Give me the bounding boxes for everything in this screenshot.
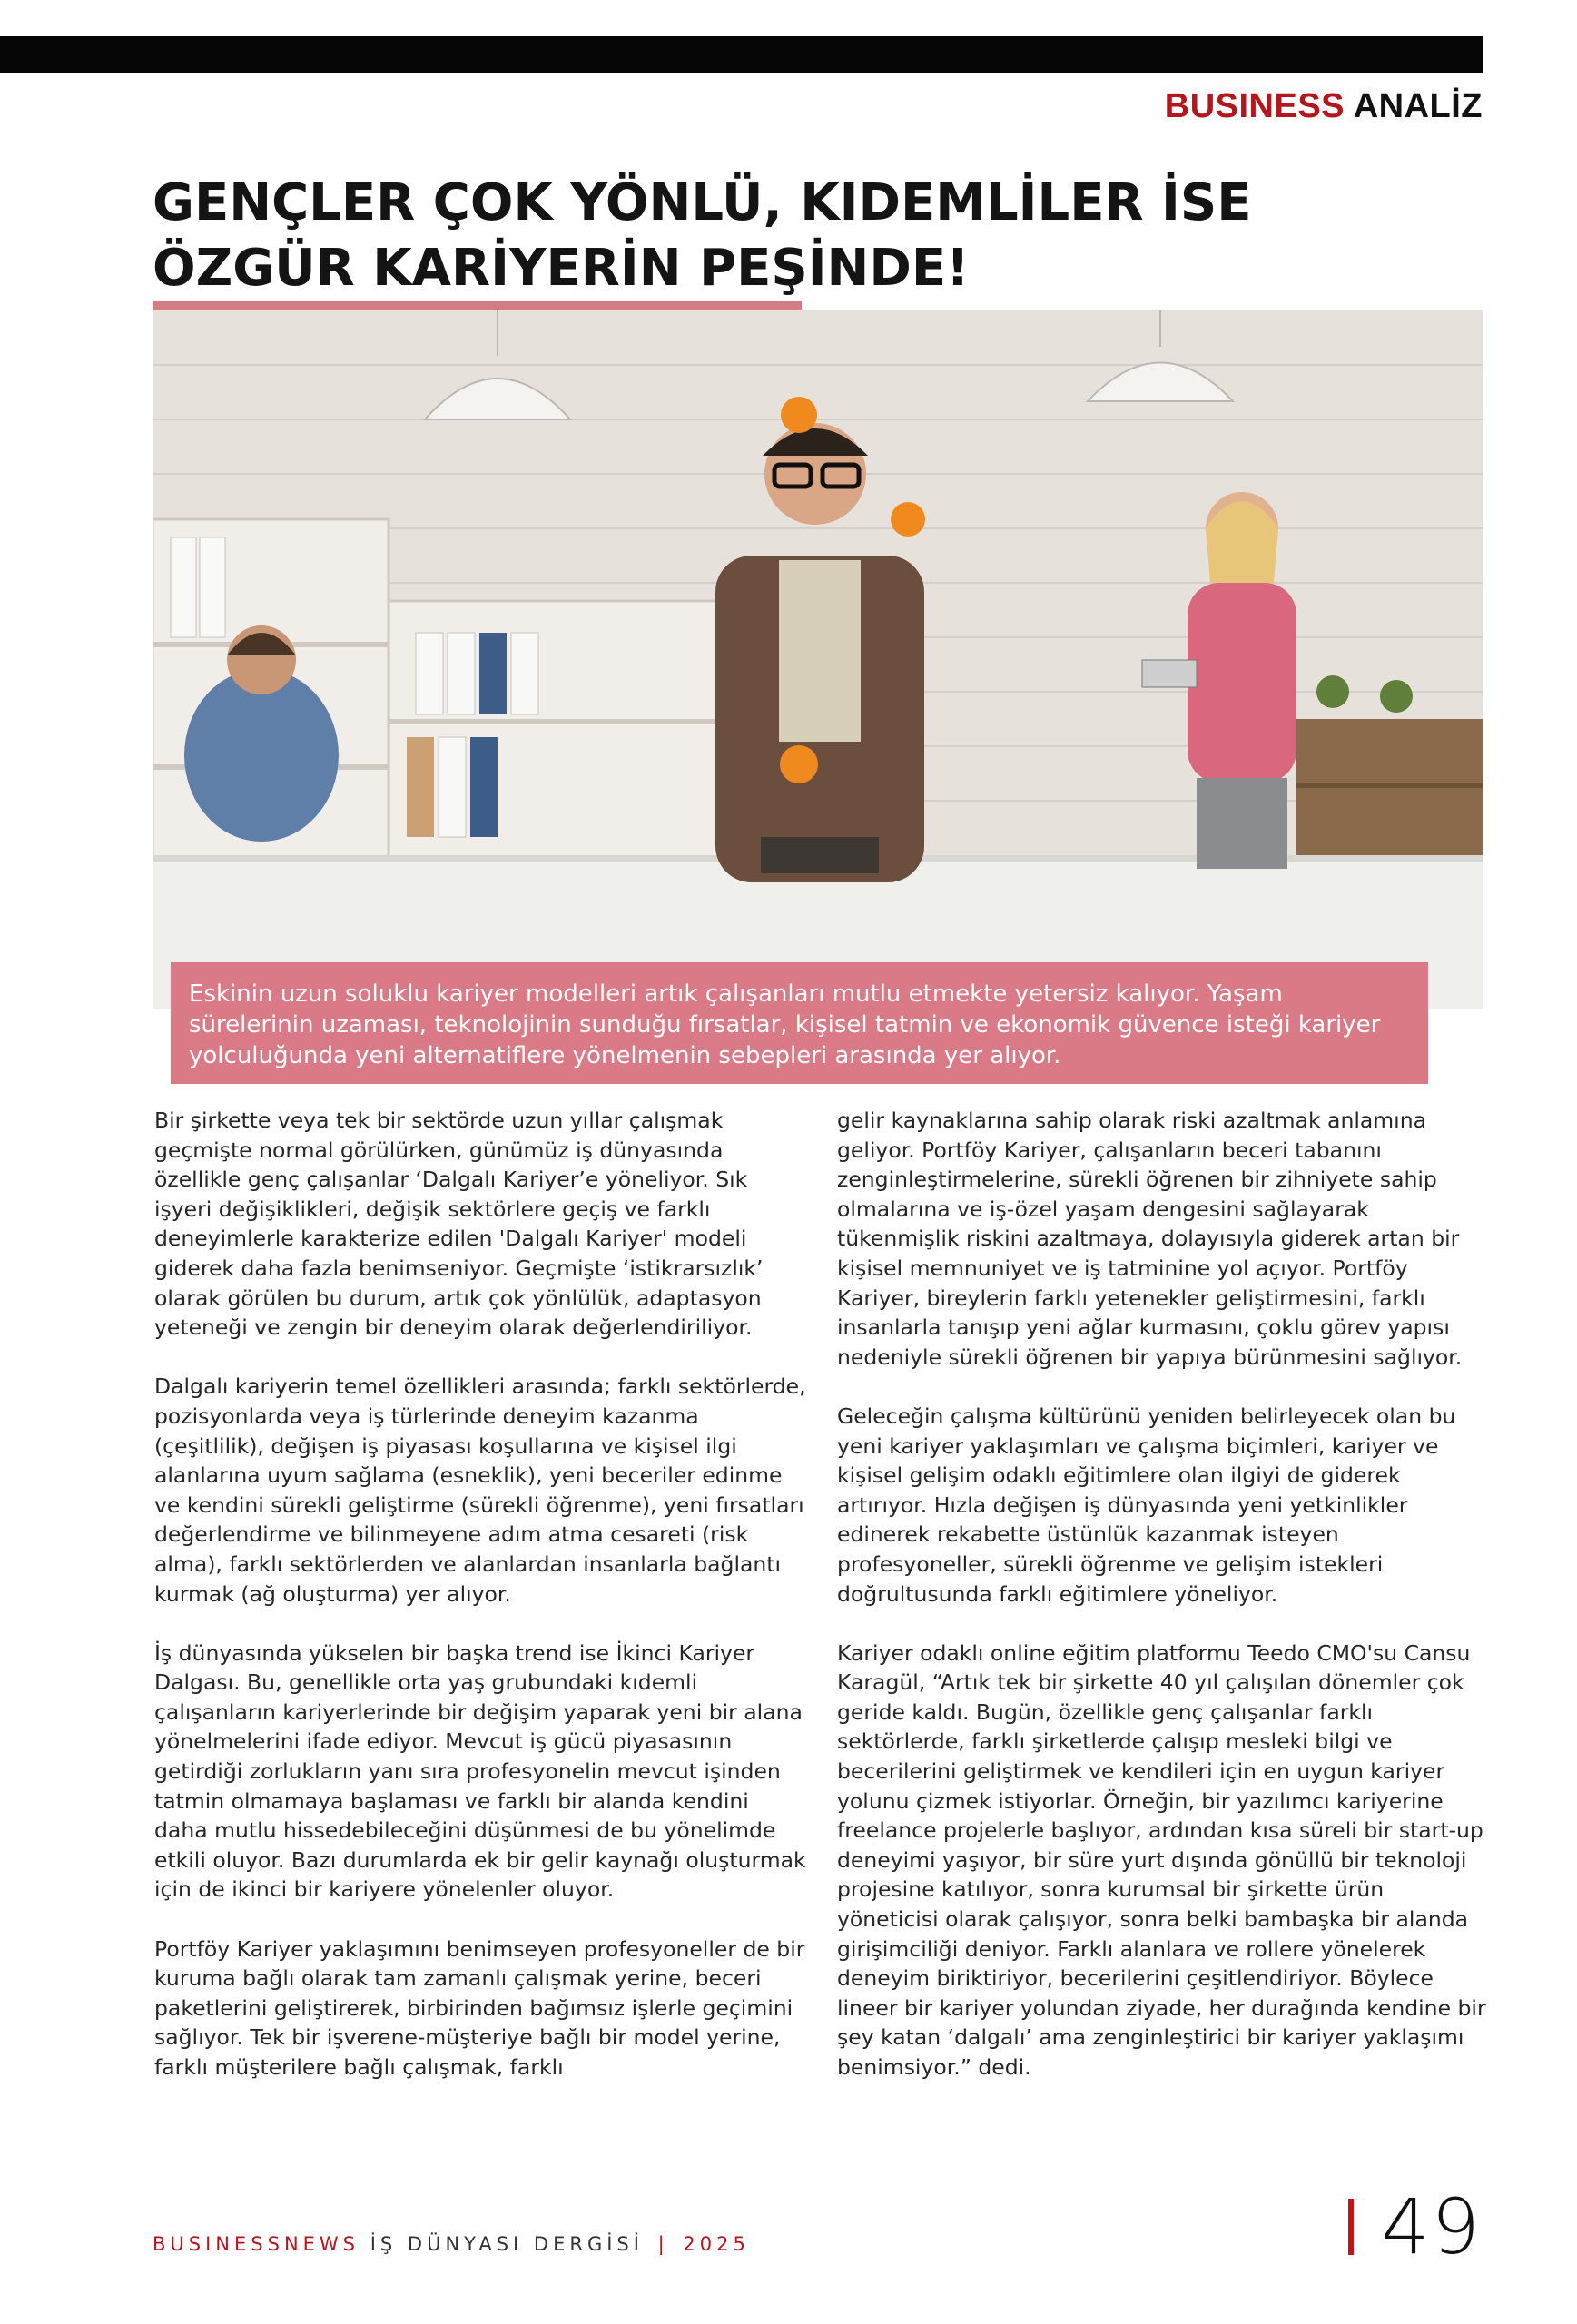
section-label-business: BUSINESS — [1164, 87, 1345, 125]
section-label-analiz: ANALİZ — [1353, 87, 1483, 125]
footer-separator: | — [657, 2233, 669, 2255]
page-number — [1348, 2182, 1482, 2271]
footer-year: 2025 — [683, 2233, 750, 2255]
paragraph: Bir şirkette veya tek bir sektörde uzun yıllar çalışmak geçmişte normal görülürken, günümüz iş dünyasında özellikle genç çalışanlar ‘Dalgalı Kariyer’e yöneliyor. Sık işyeri değişiklikleri, değişik sektörlere geçiş ve farklı deneyimlerle karakterize edilen 'Dalgalı Kariyer' modeli giderek daha fazla benimseniyor. Geçmişte ‘istikrarsızlık’ olarak görülen bu durum, artık çok yönlülük, adaptasyon yeteneği ve zengin bir deneyim olarak değerlendiriliyor. — [154, 1108, 764, 1341]
section-label — [1165, 87, 1483, 126]
right-column — [837, 1106, 1491, 2112]
footer-magazine-name — [153, 2233, 750, 2255]
article-title-line1: GENÇLER ÇOK YÖNLÜ, KIDEMLİLER İSE — [153, 173, 1252, 232]
top-black-bar — [0, 36, 1483, 73]
paragraph: İş dünyasında yükselen bir başka trend ise İkinci Kariyer Dalgası. Bu, genellikle orta yaş grubundaki kıdemli çalışanların kariyerlerinde bir değişim yaparak yeni bir alana yönelmelerini ifade ediyor. Mevcut iş gücü piyasasının getirdiği zorlukların yanı sıra profesyonelin mevcut işinden tatmin olmamaya başlaması ve farklı bir alanda kendini daha mutlu hissedebileceğini düşünmesi de bu yönelimde etkili oluyor. Bazı durumlarda ek bir gelir kaynağı oluşturmak için de ikinci bir kariyere yönelenler oluyor. — [154, 1640, 806, 1903]
article-photo — [153, 310, 1483, 1009]
paragraph: Dalgalı kariyerin temel özellikleri arasında; farklı sektörlerde, pozisyonlarda veya iş türlerinde deneyim kazanma (çeşitlilik), değişen iş piyasası koşullarına ve kişisel ilgi alanlarına uyum sağlama (esneklik), yeni beceriler edinme ve kendini sürekli geliştirme (sürekli öğrenme), yeni fırsatları değerlendirme ve bilinmeyene adım atma cesareti (risk alma), farklı sektörlerden ve alanlardan insanlarla bağlantı kurmak (ağ oluşturma) yer alıyor. — [154, 1374, 806, 1607]
article-title-line2: ÖZGÜR KARİYERİN PEŞİNDE! — [153, 239, 970, 298]
left-column — [154, 1106, 808, 2112]
photo-caption: Eskinin uzun soluklu kariyer modelleri artık çalışanları mutlu etmekte yetersiz kalıyor. Yaşam sürelerinin uzaması, teknolojinin sunduğu fırsatlar, kişisel tatmin ve ekonomik güvence isteği kariyer yolculuğunda yeni alternatiflere yönelmenin sebepleri arasında yer alıyor. — [171, 962, 1428, 1084]
footer-brand: BUSINESSNEWS — [153, 2233, 360, 2255]
paragraph: Kariyer odaklı online eğitim platformu Teedo CMO'su Cansu Karagül, “Artık tek bir şirkette 40 yıl çalışılan dönemler çok geride kaldı. Bugün, özellikle genç çalışanlar farklı sektörlerde, farklı şirketlerde çalışıp mesleki bilgi ve becerilerini geliştirmek ve kendileri için en uygun kariyer yolunu çizmek istiyorlar. Örneğin, bir yazılımcı kariyerine freelance projelerle başlıyor, ardından kısa süreli bir start-up deneyimi yaşıyor, bir süre yurt dışında gönüllü bir teknoloji projesine katılıyor, sonra kurumsal bir şirkette ürün yöneticisi olarak çalışıyor, sonra belki bambaşka bir alanda girişimciliği deniyor. Farklı alanlara ve rollere yönelerek deneyim biriktiriyor, becerilerini çeşitlendiriyor. Böylece lineer bir kariyer yolundan ziyade, her durağında kendine bir şey katan ‘dalgalı’ ama zenginleştirici bir kariyer yaklaşımı benimsiyor.” dedi. — [837, 1640, 1486, 2080]
page-number-bar — [1348, 2199, 1354, 2255]
page-number-value: 49 — [1381, 2182, 1482, 2271]
article-title — [153, 171, 1333, 301]
footer-subtitle: İŞ DÜNYASI DERGİSİ — [370, 2233, 644, 2255]
paragraph: gelir kaynaklarına sahip olarak riski azaltmak anlamına geliyor. Portföy Kariyer, çalışanların beceri tabanını zenginleştirmelerine, sürekli öğrenen bir zihniyete sahip olmalarına ve iş-özel yaşam dengesini sağlayarak tükenmişlik riskini azaltmaya, dolayısıyla giderek artan bir kişisel memnuniyet ve iş tatminine yol açıyor. Portföy Kariyer, bireylerin farklı yetenekler geliştirmesini, farklı insanlarla tanışıp yeni ağlar kurmasını, çoklu görev yapısı nedeniyle sürekli öğrenen bir yapıya bürünmesini sağlıyor. — [837, 1108, 1463, 1370]
paragraph: Geleceğin çalışma kültürünü yeniden belirleyecek olan bu yeni kariyer yaklaşımları ve çalışma biçimleri, kariyer ve kişisel gelişim odaklı eğitimlere olan ilgiyi de giderek artırıyor. Hızla değişen iş dünyasında yeni yetkinlikler edinerek rekabette üstünlük kazanmak isteyen profesyoneller, sürekli öğrenme ve gelişim istekleri doğrultusunda farklı eğitimlere yöneliyor. — [837, 1403, 1456, 1607]
paragraph: Portföy Kariyer yaklaşımını benimseyen profesyoneller de bir kuruma bağlı olarak tam zamanlı çalışmak yerine, beceri paketlerini geliştirerek, birbirinden bağımsız işlerle geçimini sağlıyor. Tek bir işverene-müşteriye bağlı bir model yerine, farklı müşterilere bağlı çalışmak, farklı — [154, 1935, 805, 2080]
